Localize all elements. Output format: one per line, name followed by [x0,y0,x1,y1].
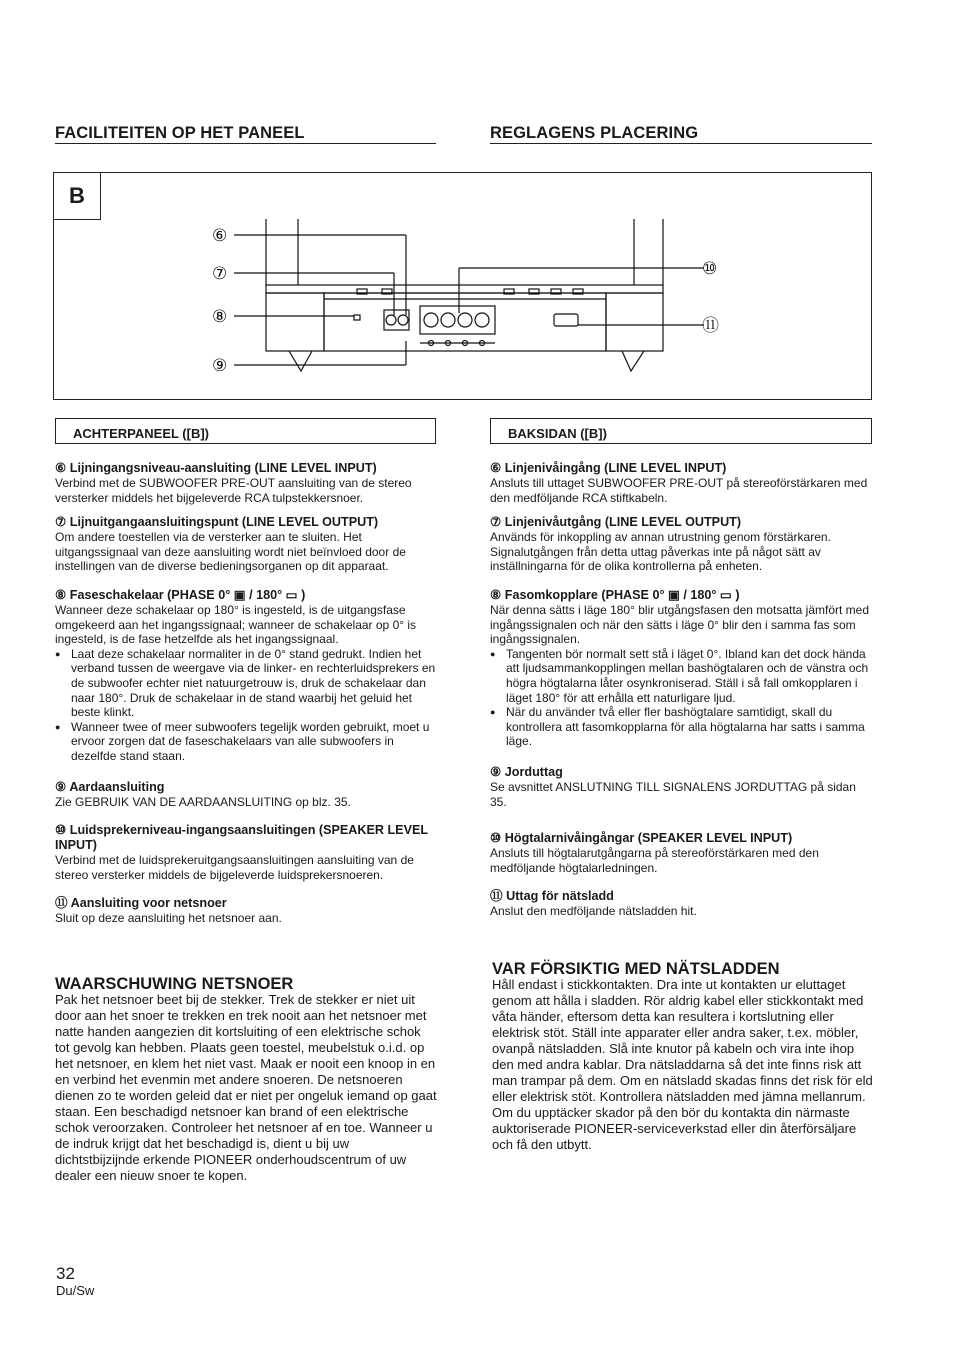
item-text: Wanneer deze schakelaar op 180° is ingesteld, is de uitgangsfase omgekeerd aan het ingangssignaal; wanneer de schakelaar op 0° is ingesteld, is de fase hetzelfde als het ingangssignaal. [55,602,417,647]
item-text: Om andere toestellen via de versterker aan te sluiten. Het uitgangssignaal van deze aansluiting wordt niet beïnvloed door de instellingen van de diverse bedieningsorganen op dit apparaat. [55,530,406,574]
callout-6: ⑥ [212,226,228,246]
item-text: Zie GEBRUIK VAN DE AARDAANSLUITING op blz. 35. [55,794,351,809]
warning-text: Håll endast i stickkontakten. Dra inte ut kontakten ur eluttaget genom att hålla i sladden. Rör aldrig kabel eller stickkontakt med våta händer, eftersom detta kan resultera i kortslutning eller elektrisk stöt. Ställ inte apparater eller andra saker, t.ex. möbler, ovanpå nätsladden. Slå inte knutor på kabeln och vira inte ihop den med andra kablar. Dra nätsladdarna så det inte finns risk att man trampar på dem. Om en nätsladd skadas finns det risk för eld eller elektrisk stöt. Kontrollera nätsladden med jämna mellanrum. Om du upptäcker skador på den bör du kontakta din närmaste auktoriserade PIONEER-serviceverkstad eller din återförsäljare och få den utbytt. [492,976,873,1152]
item-title: ⑩ Högtalarnivåingångar (SPEAKER LEVEL INPUT) [490,831,793,846]
item-title: ⑧ Fasomkopplare (PHASE 0° ▣ / 180° ▭ ) [490,587,740,602]
item-text: Används för inkoppling av annan utrustning genom förstärkaren. Signalutgången från detta uttag påverkas inte på något sätt av inställningarna för de olika kontrollerna på enheten. [490,530,831,574]
page-number: 32 [56,1264,75,1283]
item-text: När denna sätts i läge 180° blir utgångsfasen den motsatta jämfört med ingångssignalen och när den sätts i läge 0° blir den i samma fas som ingångssignalen. [490,602,870,647]
callout-10: ⑩ [702,259,718,279]
item-title: ⑨ Aardaansluiting [55,779,165,794]
left-item-10 [55,823,437,882]
item-text: Ansluts till högtalarutgångarna på stereoförstärkaren med den medföljande högtalarledningen. [490,846,819,875]
warning-title: VAR FÖRSIKTIG MED NÄTSLADDEN [492,960,780,978]
rear-panel-figure [53,172,872,400]
section-title-right: REGLAGENS PLACERING [490,124,699,142]
item-title: ⑥ Lijningangsniveau-aansluiting (LINE LEVEL INPUT) [55,461,377,475]
item-title: ⑩ Luidsprekerniveau-ingangsaansluitingen (SPEAKER LEVEL INPUT) [55,823,428,853]
bullet-list [490,647,872,749]
right-item-6 [490,461,872,505]
left-item-7 [55,515,437,574]
item-title: ⑧ Faseschakelaar (PHASE 0° ▣ / 180° ▭ ) [55,587,306,602]
item-text: Verbind met de SUBWOOFER PRE-OUT aansluiting van de stereo versterker middels het bijgeleverde RCA tulpstekkersnoer. [55,476,412,505]
item-text: Anslut den medföljande nätsladden hit. [490,904,697,919]
box-heading-right: BAKSIDAN ([B]) [490,418,872,444]
right-item-10 [490,831,872,875]
warning-text: Pak het netsnoer beet bij de stekker. Trek de stekker er niet uit door aan het snoer te trekken en trek nooit aan het netsnoer met natte handen aangezien dit kortsluiting of een elektrische schok tot gevolg kan hebben. Plaats geen toestel, meubelstuk o.i.d. op het netsnoer, en klem het niet vast. Maak er nooit een knoop in en en verbind het evenmin met andere snoeren. De netsnoeren dienen zo te worden geleid dat er niet per ongeluk iemand op gaat staan. Een beschadigd netsnoer kan brand of een elektrische schok veroorzaken. Controleer het netsnoer af en toe. Wanneer u de indruk krijgt dat het beschadigd is, dient u bij uw dichtstbijzijnde erkende PIONEER onderhoudscentrum of uw dealer een nieuw snoer te kopen. [55,991,437,1183]
section-rule-right [490,143,872,144]
callout-9: ⑨ [212,356,228,376]
bullet-item: ● Laat deze schakelaar normaliter in de 0° stand gedrukt. Indien het verband tussen de weergave via de linker- en rechterluidsprekers en de subwoofer echter niet natuurgetrouw is, druk de schakelaar dan naar 180°. Druk de schakelaar in de stand waarbij het geluid het beste klinkt. [55,647,437,720]
right-item-7 [490,515,872,574]
section-rule-left [55,143,436,144]
right-column [490,461,872,929]
right-item-11 [490,889,872,919]
figure-label: B [54,173,101,220]
item-text: Sluit op deze aansluiting het netsnoer aan. [55,911,282,926]
warning-title: WAARSCHUWING NETSNOER [55,975,294,993]
item-title: ⑦ Lijnuitgangaansluitingspunt (LINE LEVEL OUTPUT) [55,515,379,530]
bullet-item: ● Tangenten bör normalt sett stå i läget 0°. Ibland kan det dock hända att ljudsammankopplingen mellan bashögtalaren och de vänstra och högra högtalarna låter osynkroniserad. Ställ i så fall omkopplaren i läget 180° för att erhålla ett naturligare ljud. [490,647,872,705]
warning-left [55,977,437,1184]
bullet-item: ● När du använder två eller fler bashögtalare samtidigt, skall du kontrollera att fasomkopplarna för alla högtalarna har satts i samma läge. [490,705,872,749]
item-title: ⑪ Aansluiting voor netsnoer [55,896,227,911]
bullet-item: ● Wanneer twee of meer subwoofers tegelijk worden gebruikt, moet u ervoor zorgen dat de faseschakelaars van alle subwoofers in dezelfde stand staan. [55,720,437,764]
box-heading-left: ACHTERPANEEL ([B]) [55,418,436,444]
callout-8: ⑧ [212,307,228,327]
item-text: Se avsnittet ANSLUTNING TILL SIGNALENS JORDUTTAG på sidan 35. [490,779,856,809]
callout-7: ⑦ [212,264,228,284]
callout-11: ⑪ [702,316,719,336]
rear-panel-illustration [54,173,871,399]
section-title-left: FACILITEITEN OP HET PANEEL [55,124,305,142]
left-item-6 [55,461,437,505]
item-title: ⑦ Linjenivåutgång (LINE LEVEL OUTPUT) [490,515,742,530]
warning-right [492,962,874,1153]
left-item-11 [55,896,437,926]
right-item-8 [490,588,872,749]
right-item-9 [490,765,872,809]
left-column [55,461,437,936]
item-title: ⑥ Linjenivåingång (LINE LEVEL INPUT) [490,461,727,475]
item-text: Verbind met de luidsprekeruitgangsaansluitingen aansluiting van de stereo versterker middels de bijgeleverde luidsprekersnoeren. [55,853,414,882]
page-language: Du/Sw [56,1283,95,1298]
item-title: ⑪ Uttag för nätsladd [490,889,614,904]
item-text: Ansluts till uttaget SUBWOOFER PRE-OUT på stereoförstärkaren med den medföljande RCA stiftkabeln. [490,476,868,505]
bullet-list [55,647,437,764]
item-title: ⑨ Jorduttag [490,764,563,779]
left-item-9 [55,780,437,810]
left-item-8 [55,588,437,764]
